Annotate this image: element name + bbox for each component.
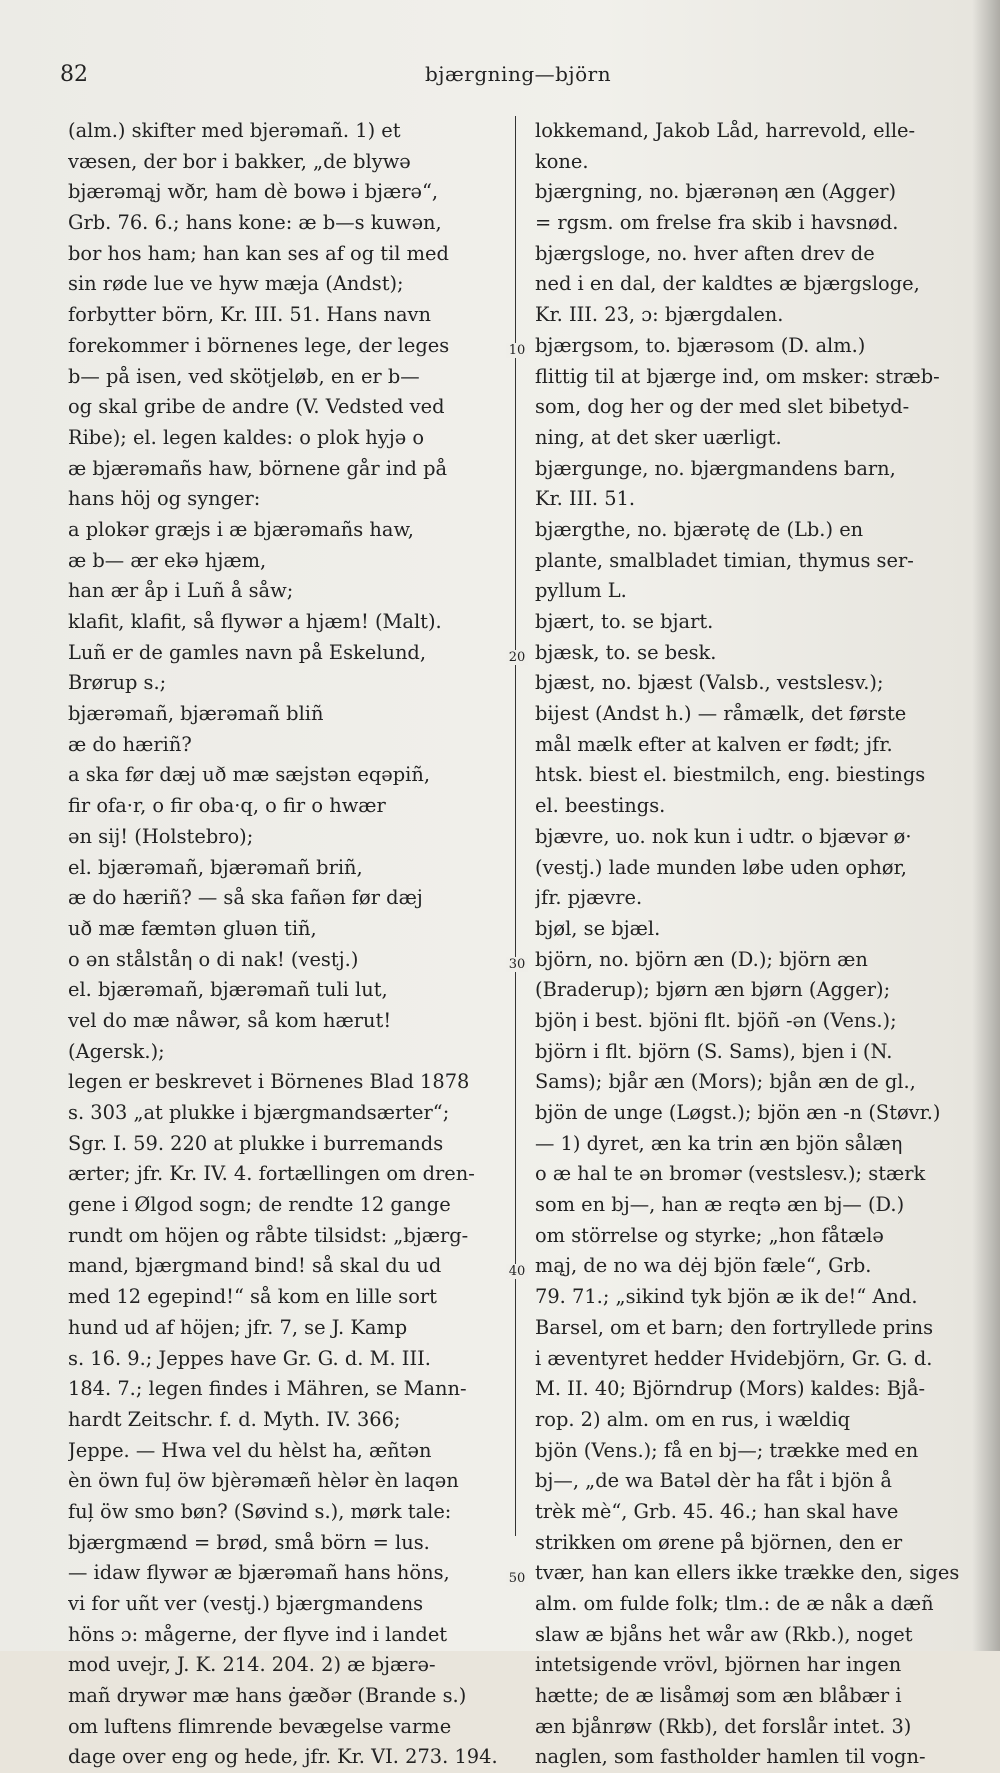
left-column-line: èn öwn fuļ öw bjèrəmæñ hèlər èn laqən	[68, 1469, 459, 1493]
left-column-line: rundt om höjen og råbte tilsidst: „bjærg-	[68, 1223, 469, 1247]
right-column-line: bjøl, se bjæl.	[535, 916, 661, 940]
left-column-line: mand, bjærgmand bind! så skal du ud	[68, 1254, 442, 1278]
left-column-line: Brørup s.;	[68, 671, 167, 695]
right-column-line: lokkemand, Jakob Låd, harrevold, elle-	[535, 119, 916, 142]
column-divider	[515, 116, 516, 1536]
right-column-line: som en bj—, han æ reqtə æn bj— (D.)	[535, 1193, 905, 1217]
line-number: 20	[506, 650, 528, 665]
left-column	[68, 116, 504, 1773]
left-column-line: legen er beskrevet i Börnenes Blad 1878	[68, 1070, 470, 1094]
left-column-line: Sgr. I. 59. 220 at plukke i burremands	[68, 1131, 444, 1155]
line-number: 40	[506, 1264, 528, 1279]
right-column-line: flittig til at bjærge ind, om msker: stræb-	[535, 364, 940, 388]
left-column-line: ærter; jfr. Kr. IV. 4. fortællingen om dren-	[68, 1162, 475, 1186]
left-column-line: s. 16. 9.; Jeppes have Gr. G. d. M. III.	[68, 1346, 431, 1370]
right-column-line: o æ hal te ən bromər (vestslesv.); stærk	[535, 1162, 926, 1186]
line-number: 30	[506, 957, 528, 972]
left-column-line: mod uvejr, J. K. 214. 204. 2) æ bjærə-	[68, 1653, 436, 1677]
right-column-line: M. II. 40; Björndrup (Mors) kaldes: Bjå-	[535, 1377, 926, 1401]
right-column-line: i æventyret hedder Hvidebjörn, Gr. G. d.	[535, 1346, 933, 1370]
left-column-line: b— på isen, ved skötjeløb, en er b—	[68, 364, 420, 388]
left-column-line: hans höj og synger:	[68, 487, 261, 511]
left-column-line: æ b— ær ekə hjæm,	[68, 548, 267, 572]
right-column-line: Kr. III. 51.	[535, 487, 636, 511]
left-column-line: Grb. 76. 6.; hans kone: æ b—s kuwən,	[68, 211, 442, 235]
left-column-line: hardt Zeitschr. f. d. Myth. IV. 366;	[68, 1407, 401, 1431]
left-column-line: klafit, klafit, så flywər a hjæm! (Malt).	[68, 610, 442, 633]
right-column-line: som, dog her og der med slet bibetyd-	[535, 395, 910, 419]
right-column-line: björn i flt. björn (S. Sams), bjen i (N.	[535, 1039, 893, 1063]
right-column-line: bjærgunge, no. bjærgmandens barn,	[535, 456, 896, 480]
right-column-line: Kr. III. 23, ɔ: bjærgdalen.	[535, 303, 784, 327]
right-column-line: bjöη i best. bjöni flt. bjöñ -ən (Vens.);	[535, 1008, 897, 1032]
right-column-line: æn bjånrøw (Rkb), det forslår intet. 3)	[535, 1714, 912, 1738]
right-column-line: tvær, han kan ellers ikke trække den, siges	[535, 1561, 960, 1585]
left-column-line: hund ud af höjen; jfr. 7, se J. Kamp	[68, 1315, 408, 1339]
right-column-line: ned i en dal, der kaldtes æ bjærgsloge,	[535, 272, 920, 296]
left-column-line: a ska før dæj uð mæ sæjstən eqəpiñ,	[68, 763, 431, 787]
left-column-line: forbytter börn, Kr. III. 51. Hans navn	[68, 303, 431, 327]
right-column-line: naglen, som fastholder hamlen til vogn-	[535, 1745, 926, 1769]
left-column-line: bjærgmænd = brød, små börn = lus.	[68, 1530, 430, 1554]
left-column-line: og skal gribe de andre (V. Vedsted ved	[68, 395, 445, 419]
right-column-line: pyllum L.	[535, 579, 627, 603]
right-column-line: (Braderup); bjørn æn bjørn (Agger);	[535, 978, 891, 1002]
right-column-line: slaw æ bjåns het wår aw (Rkb.), noget	[535, 1622, 913, 1646]
right-column-line: bijest (Andst h.) — råmælk, det første	[535, 702, 907, 726]
right-column-line: (vestj.) lade munden løbe uden ophør,	[535, 855, 907, 879]
left-column-line: fir ofa·r, o fir oba·q, o fir o hwær	[68, 794, 386, 818]
right-column-line: jfr. pjævre.	[535, 886, 643, 910]
left-column-line: mañ drywər mæ hans ġæðər (Brande s.)	[68, 1684, 467, 1708]
left-column-line: o ən stålståη o di nak! (vestj.)	[68, 947, 359, 971]
right-column-line: strikken om ørene på björnen, den er	[535, 1530, 903, 1554]
left-column-line: fuļ öw smo bøn? (Søvind s.), mørk tale:	[68, 1499, 452, 1523]
right-column-line: plante, smalbladet timian, thymus ser-	[535, 548, 914, 572]
line-number: 50	[506, 1571, 528, 1586]
left-column-line: sin røde lue ve hyw mæja (Andst);	[68, 272, 404, 296]
right-column-line: mąj, de no wa dėj bjön fæle“, Grb.	[535, 1254, 872, 1278]
left-column-line: höns ɔ: mågerne, der flyve ind i landet	[68, 1622, 448, 1646]
right-column-line: bjærgthe, no. bjærətę de (Lb.) en	[535, 517, 864, 541]
right-column-line: bj—, „de wa Batəl dèr ha fåt i bjön å	[535, 1469, 892, 1493]
right-column-line: trèk mè“, Grb. 45. 46.; han skal have	[535, 1499, 899, 1523]
right-column-line: htsk. biest el. biestmilch, eng. biestings	[535, 763, 926, 787]
right-column-line: bjært, to. se bjart.	[535, 610, 714, 633]
left-column-line: Luñ er de gamles navn på Eskelund,	[68, 640, 427, 664]
running-head: bjærgning—björn	[425, 62, 612, 86]
left-column-line: el. bjærəmañ, bjærəmañ briñ,	[68, 855, 363, 879]
left-column-line: a plokər græjs i æ bjærəmañs haw,	[68, 517, 414, 541]
left-column-line: 184. 7.; legen findes i Mähren, se Mann-	[68, 1377, 467, 1401]
right-column-line: bjærgsom, to. bjærəsom (D. alm.)	[535, 333, 866, 357]
page-header	[60, 62, 960, 92]
left-column-line: gene i Ølgod sogn; de rendte 12 gange	[68, 1193, 451, 1217]
left-column-line: Ribe); el. legen kaldes: o plok hyjə o	[68, 425, 425, 449]
right-column-line: rop. 2) alm. om en rus, i wældiq	[535, 1407, 851, 1431]
left-column-line: dage over eng og hede, jfr. Kr. VI. 273. 194.	[68, 1745, 498, 1769]
right-column-line: bjön de unge (Løgst.); bjön æn -n (Støvr.)	[535, 1101, 941, 1124]
right-column-line: bjæsk, to. se besk.	[535, 640, 717, 664]
left-column-line: æ do hæriñ? — så ska fañən før dæj	[68, 886, 423, 910]
left-column-line: væsen, der bor i bakker, „de blywə	[68, 149, 411, 173]
right-column-line: = rgsm. om frelse fra skib i havsnød.	[535, 211, 899, 235]
left-column-line: vi for uñt ver (vestj.) bjærgmandens	[68, 1592, 424, 1615]
left-column-line: forekommer i börnenes lege, der leges	[68, 333, 450, 357]
left-column-line: æ do hæriñ?	[68, 732, 192, 756]
left-column-line: med 12 egepind!“ så kom en lille sort	[68, 1285, 437, 1309]
left-column-line: s. 303 „at plukke i bjærgmandsærter“;	[68, 1101, 450, 1124]
left-column-line: (Agersk.);	[68, 1039, 165, 1063]
left-column-line: ən sij! (Holstebro);	[68, 824, 254, 848]
left-column-line: vel do mæ nåwər, så kom hærut!	[68, 1008, 392, 1032]
right-column-line: om störrelse og styrke; „hon fåtælə	[535, 1223, 884, 1247]
right-column-line: alm. om fulde folk; tlm.: de æ nåk a dæñ	[535, 1592, 934, 1615]
right-column-line: 79. 71.; „sikind tyk bjön æ ik de!“ And.	[535, 1285, 918, 1309]
right-column-line: bjæst, no. bjæst (Valsb., vestslesv.);	[535, 671, 884, 695]
right-column-line: kone.	[535, 149, 589, 173]
left-column-line: el. bjærəmañ, bjærəmañ tuli lut,	[68, 978, 388, 1002]
right-column-line: Barsel, om et barn; den fortryllede prins	[535, 1315, 934, 1339]
left-column-line: om luftens flimrende bevægelse varme	[68, 1714, 452, 1738]
right-column-line: Sams); bjår æn (Mors); bjån æn de gl.,	[535, 1070, 916, 1094]
right-column-line: bjævre, uo. nok kun i udtr. o bjævər ø·	[535, 824, 912, 848]
left-column-line: æ bjærəmañs haw, börnene går ind på	[68, 456, 448, 480]
line-number: 10	[506, 343, 528, 358]
right-column-line: bjærgning, no. bjærənəη æn (Agger)	[535, 180, 897, 204]
left-column-line: Jeppe. — Hwa vel du hèlst ha, æñtən	[68, 1438, 432, 1462]
left-column-line: bor hos ham; han kan ses af og til med	[68, 241, 449, 265]
right-column-line: el. beestings.	[535, 794, 666, 818]
right-column-line: hætte; de æ lisåmøj som æn blåbær i	[535, 1684, 902, 1708]
left-column-line: bjærəmąj wðr, ham dè bowə i bjærə“,	[68, 180, 439, 204]
right-column-line: bjærgsloge, no. hver aften drev de	[535, 241, 875, 265]
right-column-line: intetsigende vrövl, björnen har ingen	[535, 1653, 902, 1677]
left-column-line: han ær åp i Luñ å såw;	[68, 579, 294, 603]
left-column-line: uð mæ fæmtən gluən tiñ,	[68, 916, 317, 940]
page-number: 82	[60, 62, 88, 87]
right-column-line: björn, no. björn æn (D.); björn æn	[535, 947, 868, 971]
left-column-line: bjærəmañ, bjærəmañ bliñ	[68, 702, 324, 726]
right-column-line: mål mælk efter at kalven er født; jfr.	[535, 732, 893, 756]
right-column-line: — 1) dyret, æn ka trin æn bjön sålæη	[535, 1131, 903, 1155]
left-column-line: — idaw flywər æ bjærəmañ hans höns,	[68, 1561, 450, 1585]
left-column-line: (alm.) skifter med bjerəmañ. 1) et	[68, 119, 401, 142]
right-column-line: ning, at det sker uærligt.	[535, 425, 782, 449]
right-column-line: bjön (Vens.); få en bj—; trække med en	[535, 1438, 919, 1462]
right-column	[535, 116, 975, 1773]
